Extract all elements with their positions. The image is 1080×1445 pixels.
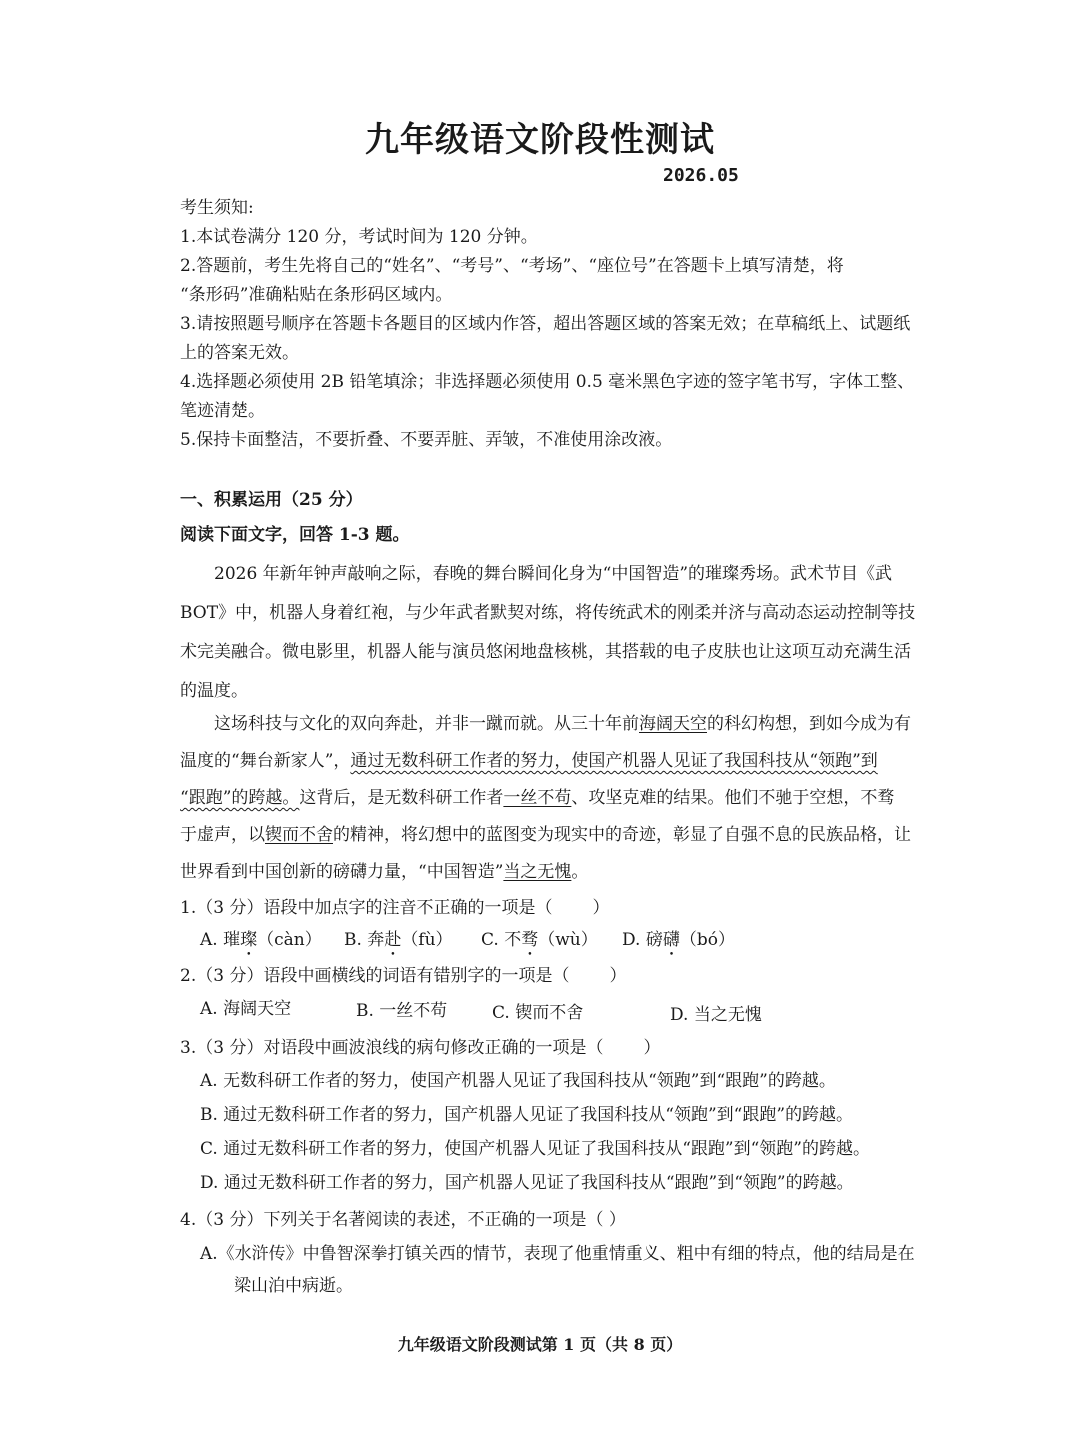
pinyin: （fù） <box>401 930 453 950</box>
passage-p2-line4 <box>180 823 980 847</box>
opt-text: B. 奔 <box>344 930 385 950</box>
text-span: 的科幻构想，到如今成为有 <box>707 714 911 734</box>
underlined-word-3: 锲而不舍 <box>265 825 333 845</box>
q1-option-b <box>344 928 453 960</box>
underlined-word-2: 一丝不苟 <box>503 788 572 808</box>
text-span: 的精神，将幻想中的蓝图变为现实中的奇迹，彰显了自强不息的民族品格，让 <box>333 825 911 845</box>
opt-text: C. 不 <box>481 930 522 950</box>
q1-option-a <box>200 928 322 960</box>
notice-item-4-cont: 笔迹清楚。 <box>180 401 265 421</box>
text-span: 这场科技与文化的双向奔赴，并非一蹴而就。从三十年前 <box>214 714 639 734</box>
pinyin: （càn） <box>257 930 322 950</box>
text-span: 。 <box>571 862 589 882</box>
question-1-stem <box>180 896 980 920</box>
text-span: 这背后，是无数科研工作者 <box>299 788 504 808</box>
q4-option-a-cont: 梁山泊中病逝。 <box>234 1276 353 1296</box>
q1-option-d <box>622 928 735 960</box>
notice-item-2: 2.答题前，考生先将自己的“姓名”、“考号”、“考场”、“座位号”在答题卡上填写清楚，将 <box>180 256 844 276</box>
text-span: 、攻坚克难的结果。他们不驰于空想，不骛 <box>571 788 895 808</box>
notice-item-1: 1.本试卷满分 120 分，考试时间为 120 分钟。 <box>180 227 538 247</box>
pinyin: （wù） <box>538 930 598 950</box>
wavy-sentence-part2: “跟跑”的跨越。 <box>180 788 300 808</box>
pinyin: （bó） <box>679 930 735 950</box>
section-heading: 一、积累运用（25 分） <box>180 490 363 510</box>
wavy-sentence-part1: 通过无数科研工作者的努力，使国产机器人见证了我国科技从“领跑”到 <box>350 751 878 771</box>
q2-option-c: C. 锲而不舍 <box>492 1003 584 1023</box>
passage-p1-line2: BOT》中，机器人身着红袍，与少年武者默契对练，将传统武术的刚柔并济与高动态运动控制等技 <box>180 603 916 623</box>
q3-option-d: D. 通过无数科研工作者的努力，国产机器人见证了我国科技从“跟跑”到“领跑”的跨越。 <box>200 1173 854 1193</box>
q2-stem-close: ） <box>609 966 627 986</box>
notice-heading: 考生须知: <box>180 198 254 218</box>
text-span: 温度的“舞台新家人”， <box>180 751 351 771</box>
underlined-word-1: 海阔天空 <box>639 714 707 734</box>
notice-item-5: 5.保持卡面整洁，不要折叠、不要弄脏、弄皱，不准使用涂改液。 <box>180 430 673 450</box>
q2-option-b: B. 一丝不苟 <box>356 1001 448 1021</box>
notice-item-3-cont: 上的答案无效。 <box>180 343 299 363</box>
passage-p1-line3: 术完美融合。微电影里，机器人能与演员悠闲地盘核桃，其搭载的电子皮肤也让这项互动充满生活 <box>180 642 911 662</box>
question-4-stem: 4.（3 分）下列关于名著阅读的表述，不正确的一项是（ ） <box>180 1210 626 1230</box>
exam-date: 2026.05 <box>663 165 739 186</box>
dotted-char: 璨 <box>240 930 258 950</box>
opt-text: A. 璀 <box>200 930 241 950</box>
underlined-word-4: 当之无愧 <box>503 862 572 882</box>
q4-option-a: A.《水浒传》中鲁智深拳打镇关西的情节，表现了他重情重义、粗中有细的特点，他的结局是在 <box>200 1244 915 1264</box>
dotted-char: 赴 <box>384 930 402 950</box>
passage-p2-line3 <box>180 786 980 810</box>
question-2-stem <box>180 964 980 988</box>
notice-item-2-cont: “条形码”准确粘贴在条形码区域内。 <box>180 285 453 305</box>
q2-option-d: D. 当之无愧 <box>670 1005 762 1025</box>
dotted-char: 骛 <box>521 930 539 950</box>
q3-option-b: B. 通过无数科研工作者的努力，国产机器人见证了我国科技从“领跑”到“跟跑”的跨越。 <box>200 1105 854 1125</box>
exam-title: 九年级语文阶段性测试 <box>365 120 715 160</box>
q3-stem-text: 3.（3 分）对语段中画波浪线的病句修改正确的一项是（ <box>180 1038 604 1058</box>
reading-instruction: 阅读下面文字，回答 1-3 题。 <box>180 525 410 545</box>
passage-p1-line4: 的温度。 <box>180 681 248 701</box>
text-span: 于虚声，以 <box>180 825 265 845</box>
page-footer: 九年级语文阶段测试第 1 页（共 8 页） <box>397 1335 683 1354</box>
opt-text: D. 磅 <box>622 930 663 950</box>
passage-p2-line1 <box>214 712 1014 736</box>
q2-stem-text: 2.（3 分）语段中画横线的词语有错别字的一项是（ <box>180 966 570 986</box>
passage-p2-line5 <box>180 860 980 884</box>
q2-option-a: A. 海阔天空 <box>200 999 292 1019</box>
notice-item-3: 3.请按照题号顺序在答题卡各题目的区域内作答，超出答题区域的答案无效；在草稿纸上、试题纸 <box>180 314 911 334</box>
q1-stem-close: ） <box>592 898 610 918</box>
q3-stem-close: ） <box>643 1038 661 1058</box>
text-span: 世界看到中国创新的磅礴力量，“中国智造” <box>180 862 504 882</box>
dotted-char: 礴 <box>662 930 680 950</box>
q3-option-a: A. 无数科研工作者的努力，使国产机器人见证了我国科技从“领跑”到“跟跑”的跨越。 <box>200 1071 836 1091</box>
question-3-stem <box>180 1036 980 1060</box>
notice-item-4: 4.选择题必须使用 2B 铅笔填涂；非选择题必须使用 0.5 毫米黑色字迹的签字笔书写，字体工整、 <box>180 372 915 392</box>
q1-option-c <box>481 928 598 960</box>
q3-option-c: C. 通过无数科研工作者的努力，使国产机器人见证了我国科技从“跟跑”到“领跑”的跨越。 <box>200 1139 870 1159</box>
passage-p2-line2 <box>180 749 980 773</box>
passage-p1-line1: 2026 年新年钟声敲响之际，春晚的舞台瞬间化身为“中国智造”的璀璨秀场。武术节目《武 <box>214 564 893 584</box>
q1-stem-text: 1.（3 分）语段中加点字的注音不正确的一项是（ <box>180 898 553 918</box>
